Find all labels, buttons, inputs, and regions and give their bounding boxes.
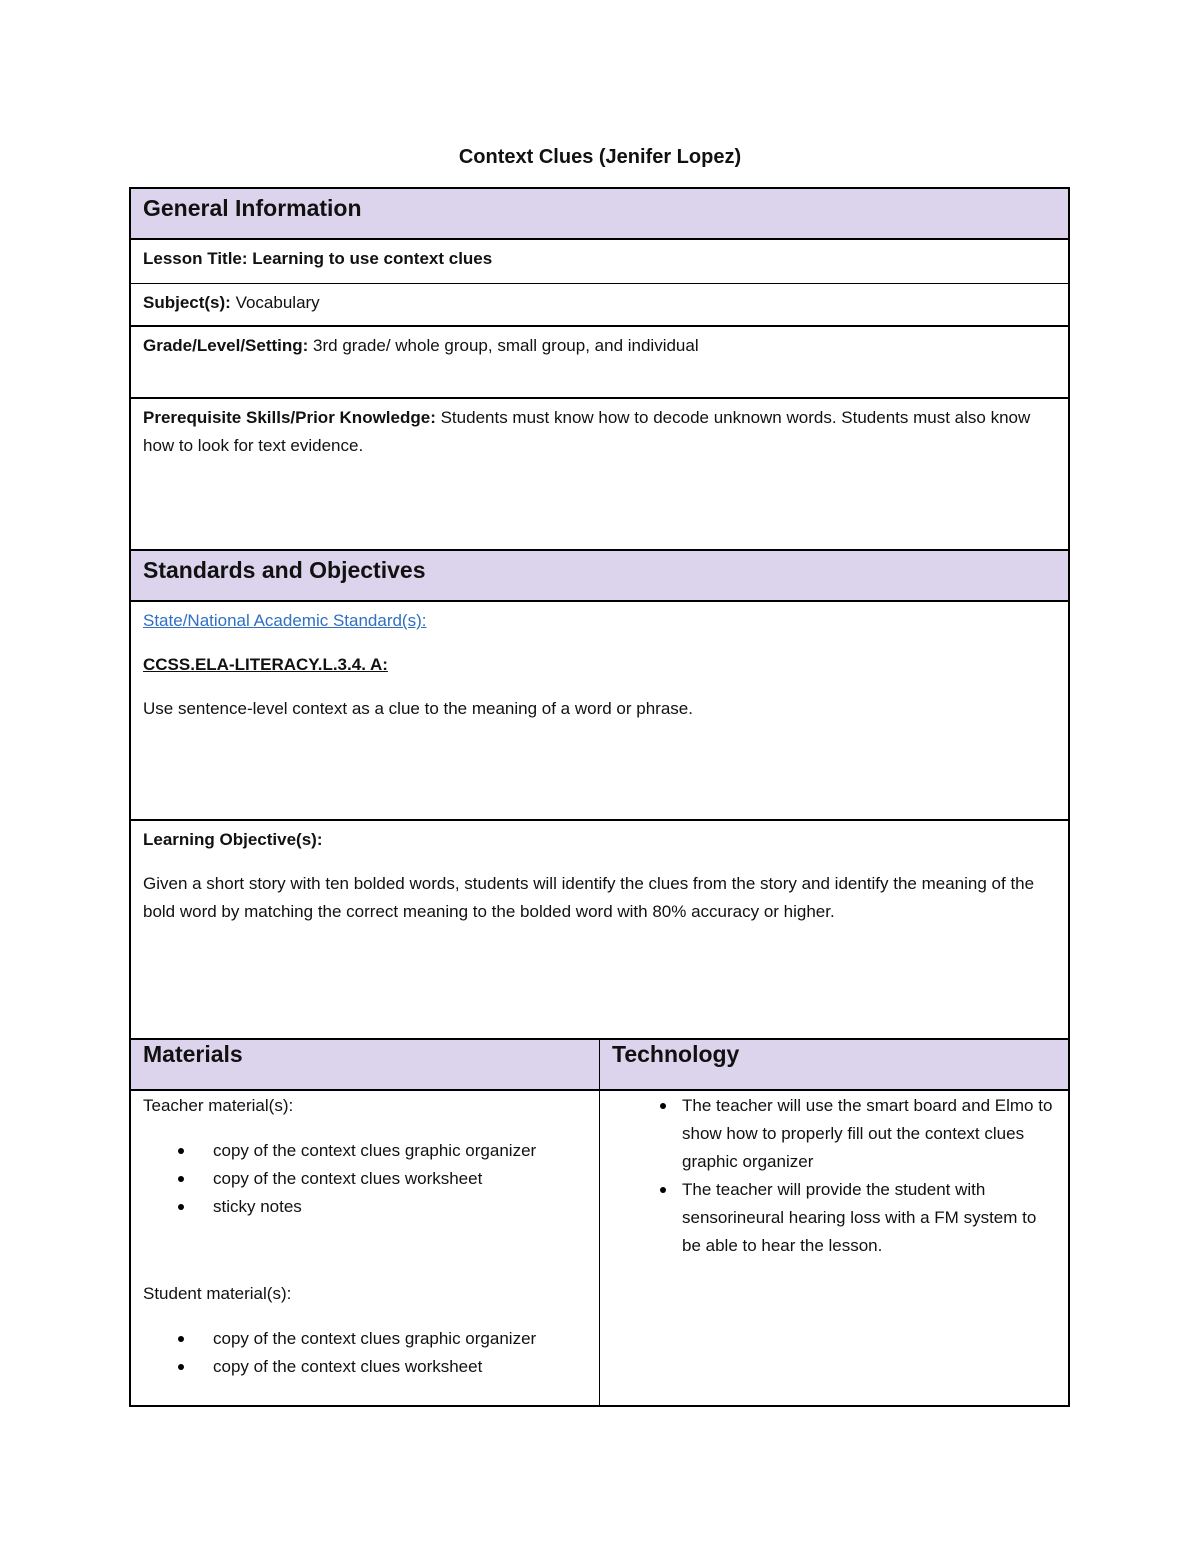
prereq-value: Students must know how to decode unknown words. Students must also know how to look for text evidence.: [143, 408, 1031, 455]
grade-label: Grade/Level/Setting:: [143, 336, 309, 355]
list-item: The teacher will use the smart board and Elmo to show how to properly fill out the context clues graphic organizer: [612, 1092, 1056, 1176]
subjects-label: Subject(s):: [143, 293, 231, 312]
prerequisite-skills-row: [131, 399, 1068, 551]
list-item: copy of the context clues graphic organizer: [143, 1137, 587, 1165]
grade-value: 3rd grade/ whole group, small group, and individual: [308, 336, 699, 355]
technology-column: [600, 1091, 1068, 1405]
objectives-label: Learning Objective(s):: [143, 830, 323, 849]
standards-link[interactable]: State/National Academic Standard(s):: [143, 611, 427, 630]
standard-code: CCSS.ELA-LITERACY.L.3.4. A:: [143, 655, 388, 674]
document-title: Context Clues (Jenifer Lopez): [458, 146, 742, 168]
student-materials-label: Student material(s):: [143, 1284, 292, 1303]
teacher-materials-label: Teacher material(s):: [143, 1096, 294, 1115]
student-materials-list: [143, 1325, 587, 1381]
technology-list: [612, 1092, 1056, 1260]
lesson-title-row: [131, 240, 1068, 284]
list-item: copy of the context clues worksheet: [143, 1353, 587, 1381]
learning-objectives-row: [131, 821, 1068, 1040]
grade-level-setting-row: [131, 327, 1068, 399]
list-item: The teacher will provide the student with sensorineural hearing loss with a FM system to be able to hear the lesson.: [612, 1176, 1056, 1260]
prereq-label: Prerequisite Skills/Prior Knowledge:: [143, 408, 436, 427]
standard-text: Use sentence-level context as a clue to the meaning of a word or phrase.: [143, 699, 693, 718]
standards-row: [131, 602, 1068, 821]
subjects-row: [131, 284, 1068, 327]
objectives-text: Given a short story with ten bolded words, students will identify the clues from the story and identify the meaning of the bold word by matching the correct meaning to the bolded word with 80% accuracy or higher.: [143, 874, 1035, 921]
materials-technology-header-row: [131, 1040, 1068, 1091]
materials-header: Materials: [131, 1040, 600, 1089]
technology-header: Technology: [612, 1041, 740, 1067]
lesson-title-label: Lesson Title: Learning to use context clues: [143, 249, 493, 268]
list-item: sticky notes: [143, 1193, 587, 1221]
list-item: copy of the context clues graphic organizer: [143, 1325, 587, 1353]
standards-objectives-header: Standards and Objectives: [131, 551, 1068, 602]
materials-column: [131, 1091, 600, 1405]
teacher-materials-list: [143, 1137, 587, 1221]
general-information-header: General Information: [131, 189, 1068, 240]
list-item: copy of the context clues worksheet: [143, 1165, 587, 1193]
materials-technology-body-row: [131, 1091, 1068, 1405]
lesson-plan-table: [129, 187, 1070, 1407]
subjects-value: Vocabulary: [230, 293, 320, 312]
